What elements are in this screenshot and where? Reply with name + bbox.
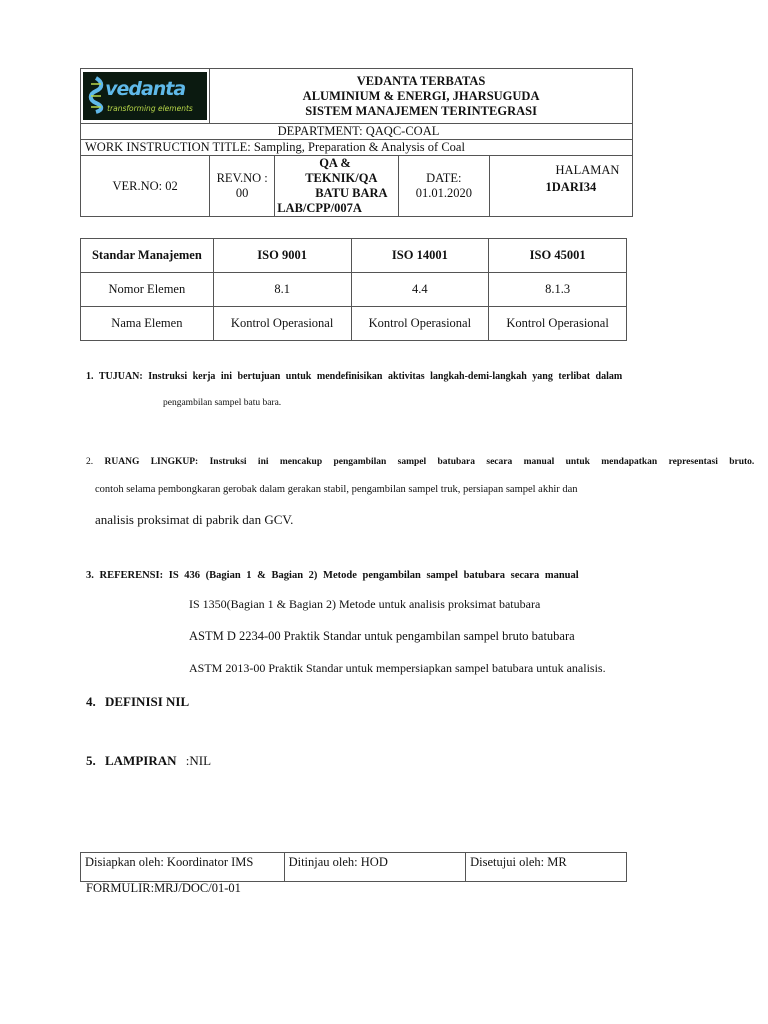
section-4-number: 4. (86, 694, 96, 709)
section-1-number: 1. (86, 371, 94, 382)
section-1-line-2: pengambilan sampel batu bara. (163, 398, 282, 408)
table-cell: 8.1 (213, 273, 351, 307)
section-2-title: RUANG LINGKUP: (104, 457, 199, 467)
department-row: DEPARTMENT: QAQC-COAL (81, 124, 633, 140)
section-2-line-1 (86, 457, 766, 467)
table-cell: 8.1.3 (489, 273, 627, 307)
version-number: VER.NO: 02 (81, 156, 210, 217)
table-cell: Kontrol Operasional (213, 307, 351, 341)
standards-header-cell: ISO 9001 (213, 239, 351, 273)
org-line-2: ALUMINIUM & ENERGI, JHARSUGUDA (302, 88, 540, 103)
work-instruction-row: WORK INSTRUCTION TITLE: Sampling, Preparation & Analysis of Coal (81, 140, 633, 156)
document-header-table (80, 68, 633, 217)
section-3-reference-1: IS 436 (Bagian 1 & Bagian 2) Metode pengambilan sampel batubara secara manual (168, 570, 579, 581)
table-row (81, 273, 627, 307)
section-4-heading (86, 694, 189, 710)
table-row (81, 307, 627, 341)
standards-header-row (81, 239, 627, 273)
table-cell: 4.4 (351, 273, 489, 307)
table-cell: Kontrol Operasional (351, 307, 489, 341)
reviewed-by-cell: Ditinjau oleh: HOD (284, 853, 466, 882)
doc-code-line-3: BATU BARA (315, 186, 388, 200)
logo-brand-text: vedanta (105, 78, 186, 100)
doc-code-line-4: LAB/CPP/007A (277, 201, 362, 215)
document-code (275, 156, 399, 217)
form-code: FORMULIR:MRJ/DOC/01-01 (86, 881, 241, 895)
table-cell: Kontrol Operasional (489, 307, 627, 341)
section-5-heading (86, 753, 211, 769)
doc-code-line-2: TEKNIK/QA (305, 171, 378, 185)
section-5-number: 5. (86, 753, 96, 768)
standards-header-cell: ISO 45001 (489, 239, 627, 273)
section-3-line-1 (86, 570, 579, 581)
section-1-title: TUJUAN: (98, 371, 143, 382)
standards-header-cell: Standar Manajemen (81, 239, 214, 273)
section-2-line-2: contoh selama pembongkaran gerobak dalam gerakan stabil, pengambilan sampel truk, persiapan sampel akhir dan (95, 484, 578, 495)
section-3-reference-4: ASTM 2013-00 Praktik Standar untuk mempersiapkan sampel batubara untuk analisis. (189, 661, 606, 675)
vedanta-logo (83, 72, 207, 120)
section-5-title: LAMPIRAN (105, 753, 177, 768)
page-value: 1DARI34 (545, 180, 597, 194)
table-cell: Nama Elemen (81, 307, 214, 341)
document-date: DATE: 01.01.2020 (399, 156, 489, 217)
page-info (489, 156, 632, 217)
organization-title (210, 69, 633, 124)
section-3-title: REFERENSI: (99, 570, 164, 581)
standards-table (80, 238, 627, 341)
section-5-value: :NIL (185, 753, 212, 768)
section-3-reference-2: IS 1350(Bagian 1 & Bagian 2) Metode untuk analisis proksimat batubara (189, 597, 541, 611)
logo-cell (81, 69, 210, 124)
signature-table (80, 852, 627, 882)
section-1-line-1 (86, 371, 686, 382)
org-line-3: SISTEM MANAJEMEN TERINTEGRASI (305, 103, 537, 118)
section-2-text: Instruksi ini mencakup pengambilan sampel batubara secara manual untuk mendapatkan representasi bruto. (209, 457, 755, 467)
section-3-number: 3. (86, 570, 94, 581)
section-3-reference-3: ASTM D 2234-00 Praktik Standar untuk pengambilan sampel bruto batubara (189, 629, 575, 643)
section-2-number: 2. (86, 457, 94, 467)
section-4-title: DEFINISI NIL (105, 694, 190, 709)
section-1-text: Instruksi kerja ini bertujuan untuk mendefinisikan aktivitas langkah-demi-langkah yang terlibat dalam (148, 371, 623, 382)
doc-code-line-1: QA & (319, 156, 351, 170)
logo-tagline: transforming elements (107, 104, 193, 113)
section-2-line-3: analisis proksimat di pabrik dan GCV. (95, 512, 294, 527)
org-line-1: VEDANTA TERBATAS (356, 73, 486, 88)
approved-by-cell: Disetujui oleh: MR (466, 853, 627, 882)
page-label: HALAMAN (555, 163, 620, 177)
prepared-by-cell: Disiapkan oleh: Koordinator IMS (81, 853, 285, 882)
revision-number: REV.NO : 00 (210, 156, 275, 217)
table-cell: Nomor Elemen (81, 273, 214, 307)
standards-header-cell: ISO 14001 (351, 239, 489, 273)
logo-mark-icon (87, 76, 105, 114)
